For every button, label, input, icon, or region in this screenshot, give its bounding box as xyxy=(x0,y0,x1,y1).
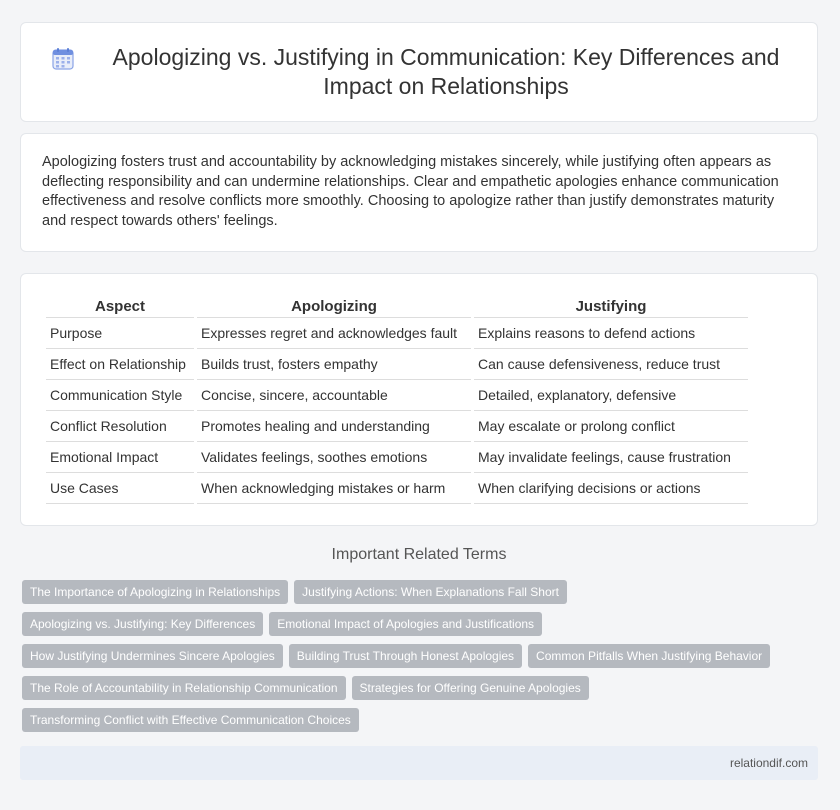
cell-apologizing: Builds trust, fosters empathy xyxy=(197,349,471,380)
cell-apologizing: When acknowledging mistakes or harm xyxy=(197,473,471,504)
related-term-tag[interactable]: Justifying Actions: When Explanations Fall Short xyxy=(294,580,567,604)
related-term-tag[interactable]: Building Trust Through Honest Apologies xyxy=(289,644,522,668)
cell-apologizing: Validates feelings, soothes emotions xyxy=(197,442,471,473)
cell-apologizing: Promotes healing and understanding xyxy=(197,411,471,442)
comparison-table xyxy=(43,295,751,504)
cell-justifying: Explains reasons to defend actions xyxy=(474,318,748,349)
header-aspect: Aspect xyxy=(46,295,194,318)
cell-aspect: Purpose xyxy=(46,318,194,349)
related-term-tag[interactable]: Transforming Conflict with Effective Communication Choices xyxy=(22,708,359,732)
header-apologizing: Apologizing xyxy=(197,295,471,318)
comparison-table-card xyxy=(20,273,818,526)
table-header-row xyxy=(46,295,748,318)
related-term-tag[interactable]: The Role of Accountability in Relationship Communication xyxy=(22,676,346,700)
intro-card xyxy=(20,133,818,252)
cell-justifying: May invalidate feelings, cause frustration xyxy=(474,442,748,473)
cell-aspect: Communication Style xyxy=(46,380,194,411)
cell-justifying: May escalate or prolong conflict xyxy=(474,411,748,442)
related-term-tag[interactable]: How Justifying Undermines Sincere Apologies xyxy=(22,644,283,668)
related-term-tag[interactable]: Common Pitfalls When Justifying Behavior xyxy=(528,644,770,668)
table-row xyxy=(46,349,748,380)
cell-aspect: Use Cases xyxy=(46,473,194,504)
table-row xyxy=(46,411,748,442)
cell-justifying: When clarifying decisions or actions xyxy=(474,473,748,504)
cell-apologizing: Concise, sincere, accountable xyxy=(197,380,471,411)
cell-justifying: Can cause defensiveness, reduce trust xyxy=(474,349,748,380)
table-row xyxy=(46,473,748,504)
related-term-tag[interactable]: Apologizing vs. Justifying: Key Differences xyxy=(22,612,263,636)
cell-apologizing: Expresses regret and acknowledges fault xyxy=(197,318,471,349)
related-terms-list xyxy=(22,580,802,732)
cell-justifying: Detailed, explanatory, defensive xyxy=(474,380,748,411)
table-row xyxy=(46,380,748,411)
header-justifying: Justifying xyxy=(474,295,748,318)
intro-text: Apologizing fosters trust and accountability by acknowledging mistakes sincerely, while justifying often appears as deflecting responsibility and can undermine relationships. Clear and empathetic apologies enhance communication effectiveness and resolve conflicts more smoothly. Choosing to apologize rather than justify demonstrates maturity and respect towards others' feelings. xyxy=(42,154,779,230)
footer xyxy=(20,746,818,780)
footer-site-link[interactable]: relationdif.com xyxy=(729,756,808,770)
cell-aspect: Emotional Impact xyxy=(46,442,194,473)
page-title: Apologizing vs. Justifying in Communication: Key Differences and Impact on Relationships xyxy=(112,44,780,99)
related-term-tag[interactable]: The Importance of Apologizing in Relationships xyxy=(22,580,288,604)
cell-aspect: Effect on Relationship xyxy=(46,349,194,380)
table-row xyxy=(46,442,748,473)
header-card xyxy=(20,22,818,122)
cell-aspect: Conflict Resolution xyxy=(46,411,194,442)
calendar-icon xyxy=(51,47,75,71)
table-row xyxy=(46,318,748,349)
related-terms-title: Important Related Terms xyxy=(331,546,507,563)
related-term-tag[interactable]: Strategies for Offering Genuine Apologies xyxy=(352,676,589,700)
related-term-tag[interactable]: Emotional Impact of Apologies and Justifications xyxy=(269,612,542,636)
